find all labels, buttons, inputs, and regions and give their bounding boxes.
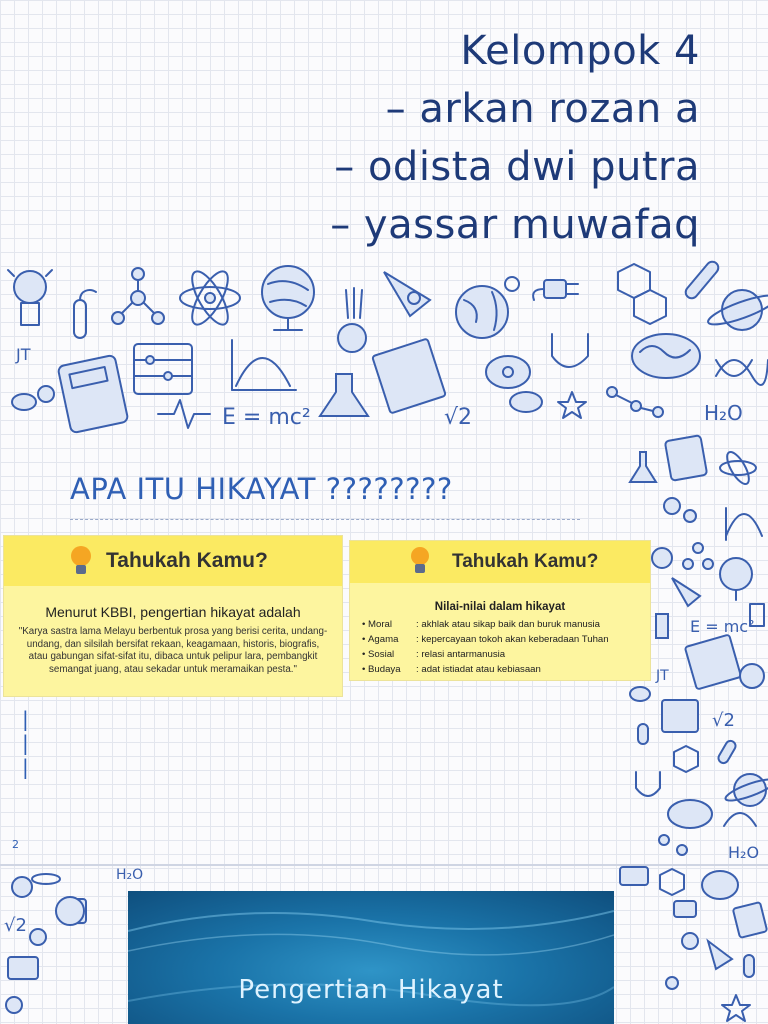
- planet-icon: [705, 290, 768, 330]
- svg-text:E = mc²: E = mc²: [690, 617, 755, 636]
- value-desc: : relasi antarmanusia: [416, 649, 506, 660]
- abacus-icon: [134, 344, 192, 394]
- right-side-doodles: [620, 867, 767, 1021]
- graph-icon: [232, 340, 296, 390]
- lightbulb-icon: [8, 270, 52, 325]
- star-icon: [558, 392, 586, 418]
- rocket-icon: [384, 272, 430, 316]
- h2o-formula: H₂O: [704, 401, 743, 425]
- earth-icon: [456, 277, 519, 338]
- title-line-1: Kelompok 4: [460, 28, 700, 74]
- atom-icon: [180, 267, 240, 330]
- h2o-formula: H₂O: [116, 867, 144, 883]
- test-tube-icon: [683, 259, 720, 300]
- kbbi-definition-card: [4, 536, 342, 696]
- definition-quote: "Karya sastra lama Melayu berbentuk prosa yang berisi cerita, undang-undang, dan silsilah bersifat rekaan, keagamaan, historis, biografis, atau gabungan sifat-sifat itu, dibaca untuk pelipur lara, pembangkit semangat juang, atau sekadar untuk meramaikan pesta.": [18, 626, 328, 675]
- page-number: 2: [12, 838, 19, 851]
- value-key: Moral: [368, 619, 393, 630]
- molecule-icon: [112, 268, 164, 324]
- vertical-bars: | | |: [22, 707, 29, 779]
- values-card: [350, 541, 650, 680]
- value-key: Agama: [368, 634, 399, 645]
- dna-icon: [716, 360, 768, 385]
- emc2-formula: E = mc²: [222, 405, 311, 430]
- calculator-icon: [58, 355, 129, 434]
- heartbeat-icon: [158, 400, 210, 428]
- banner-title: Pengertian Hikayat: [238, 975, 504, 1005]
- title-line-2: – arkan rozan a: [385, 86, 700, 132]
- value-desc: : akhlak atau sikap baik dan buruk manusia: [416, 619, 601, 630]
- card-header: [4, 536, 342, 586]
- hexagon-molecule-icon: [618, 264, 666, 324]
- svg-text:√2: √2: [712, 710, 735, 731]
- apple-icon: [338, 288, 366, 352]
- bacteria-icon: [510, 392, 542, 412]
- card-header: [350, 541, 650, 583]
- card-header-label: Tahukah Kamu?: [106, 549, 268, 572]
- slide-2: [0, 865, 768, 1024]
- globe-icon: [262, 266, 314, 330]
- sqrt-formula: √2: [444, 405, 473, 430]
- lightbulb-icon: [408, 545, 432, 577]
- book-icon: [372, 339, 446, 414]
- heading-divider: [70, 519, 580, 520]
- card-title: Menurut KBBI, pengertian hikayat adalah: [45, 604, 301, 620]
- svg-text:H₂O: H₂O: [728, 843, 760, 862]
- right-side-doodles: [630, 435, 768, 862]
- value-desc: : kepercayaan tokoh akan keberadaan Tuhan: [416, 634, 609, 645]
- cell-icon: [486, 356, 530, 388]
- list-item: • Agama : kepercayaan tokoh akan keberadaan Tuhan: [362, 634, 609, 645]
- title-banner: [128, 891, 614, 1024]
- card-header-label: Tahukah Kamu?: [452, 551, 599, 572]
- brain-icon: [632, 334, 700, 378]
- value-key: Budaya: [368, 664, 401, 675]
- values-list: [350, 617, 650, 677]
- plug-icon: [533, 280, 578, 300]
- pi-symbol: JT: [16, 345, 31, 364]
- lightbulb-icon: [68, 544, 94, 578]
- title-line-4: – yassar muwafaq: [330, 202, 700, 248]
- list-item: • Budaya : adat istiadat atau kebiasaan: [362, 664, 541, 675]
- title-line-3: – odista dwi putra: [334, 144, 700, 190]
- card-title: Nilai-nilai dalam hikayat: [434, 601, 566, 613]
- svg-text:JT: JT: [656, 668, 669, 684]
- list-item: • Moral : akhlak atau sikap baik dan buruk manusia: [362, 619, 601, 630]
- group-title: [330, 22, 700, 254]
- svg-text:√2: √2: [4, 915, 27, 936]
- value-key: Sosial: [368, 649, 395, 660]
- section-heading: APA ITU HIKAYAT ????????: [70, 472, 453, 506]
- list-item: • Sosial : relasi antarmanusia: [362, 649, 506, 660]
- value-desc: : adat istiadat atau kebiasaan: [416, 664, 541, 675]
- test-tube-plant-icon: [74, 290, 96, 338]
- magnet-icon: [552, 334, 588, 367]
- molecule-small-icon: [607, 387, 663, 417]
- pill-icon: [12, 386, 54, 410]
- flask-icon: [320, 374, 368, 416]
- left-side-doodles: [4, 874, 86, 1013]
